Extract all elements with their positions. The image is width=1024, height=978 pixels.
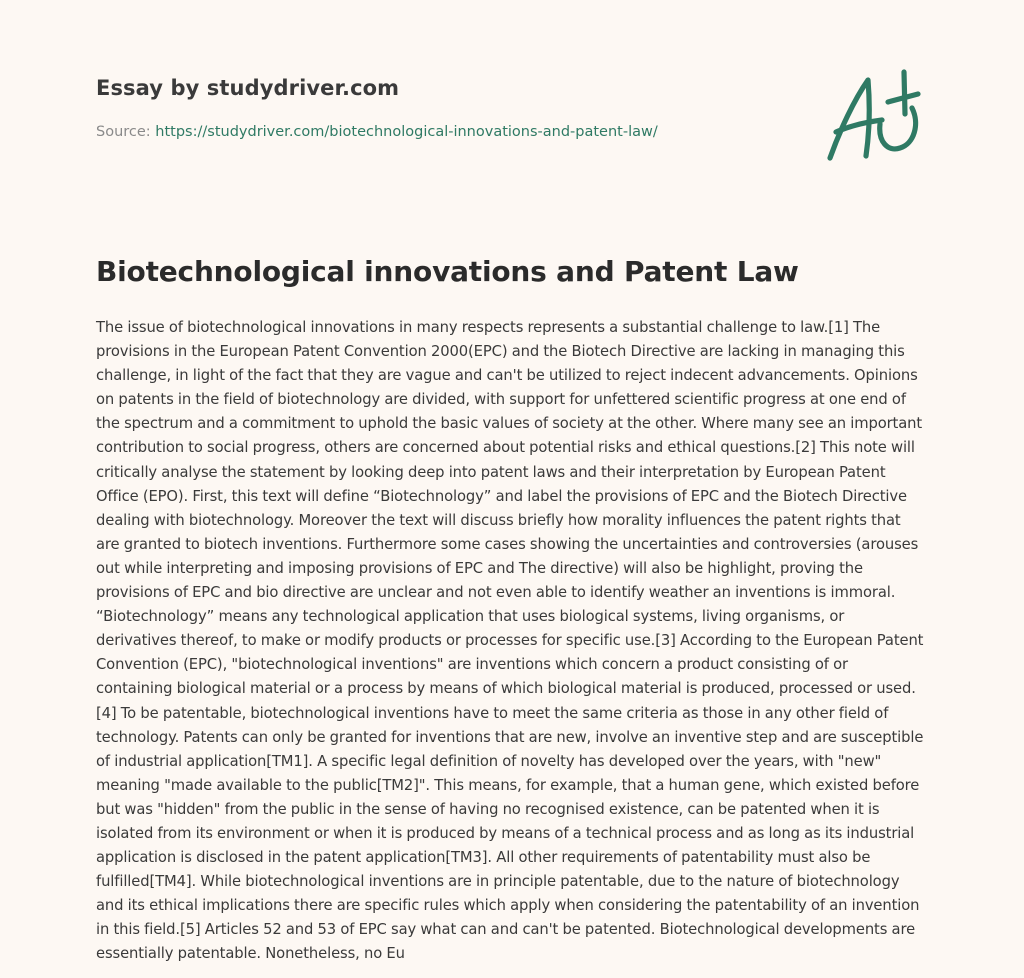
essay-body: The issue of biotechnological innovations in many respects represents a substantial challenge to law.[1] The provisions in the European Patent Convention 2000(EPC) and the Biotech Directive are lacking in managing this challenge, in light of the fact that they are vague and can't be utilized to reject indecent advancements. Opinions on patents in the field of biotechnology are divided, with support for unfettered scientific progress at one end of the spectrum and a commitment to uphold the basic values of society at the other. Where many see an important contribution to social progress, others are concerned about potential risks and ethical questions.[2] This note will critically analyse the statement by looking deep into patent laws and their interpretation by European Patent Office (EPO). First, this text will define “Biotechnology” and label the provisions of EPC and the Biotech Directive dealing with biotechnology. Moreover the text will discuss briefly how morality influences the patent rights that are granted to biotech inventions. Furthermore some cases showing the uncertainties and controversies (arouses out while interpreting and imposing provisions of EPC and The directive) will also be highlight, proving the provisions of EPC and bio directive are unclear and not even able to identify weather an inventions is immoral. “Biotechnology” means any technological application that uses biological systems, living organisms, or derivatives thereof, to make or modify products or processes for specific use.[3] According to the European Patent Convention (EPC), "biotechnological inventions" are inventions which concern a product consisting of or containing biological material or a process by means of which biological material is produced, processed or used.[4] To be patentable, biotechnological inventions have to meet the same criteria as those in any other field of technology. Patents can only be granted for inventions that are new, involve an inventive step and are susceptible of industrial application[TM1]. A specific legal definition of novelty has developed over the years, with "new" meaning "made available to the public[TM2]". This means, for example, that a human gene, which existed before but was "hidden" from the public in the sense of having no recognised existence, can be patented when it is isolated from its environment or when it is produced by means of a technical process and as long as its industrial application is disclosed in the patent application[TM3]. All other requirements of patentability must also be fulfilled[TM4]. While biotechnological inventions are in principle patentable, due to the nature of biotechnology and its ethical implications there are specific rules which apply when considering the patentability of an invention in this field.[5] Articles 52 and 53 of EPC say what can and can't be patented. Biotechnological developments are essentially patentable. Nonetheless, no Eu (96, 319, 924, 963)
source-link[interactable]: https://studydriver.com/biotechnological-innovations-and-patent-law/ (155, 124, 658, 140)
a-plus-logo (822, 68, 928, 164)
brand-heading: Essay by studydriver.com (96, 76, 400, 100)
source-label: Source: (96, 124, 151, 140)
essay-title: Biotechnological innovations and Patent Law (96, 255, 799, 288)
source-line (96, 124, 658, 140)
